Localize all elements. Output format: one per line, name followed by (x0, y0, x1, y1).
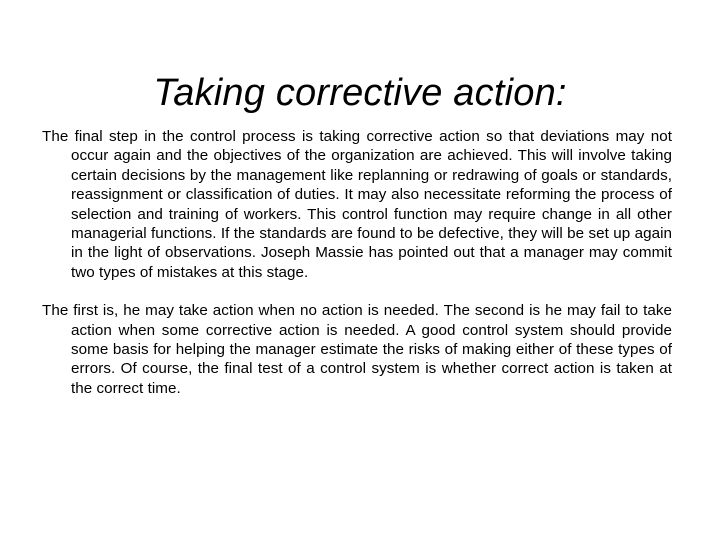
paragraph-types-of-mistakes: The first is, he may take action when no action is needed. The second is he may fail to take action when some corrective action is needed. A good control system should provide some basis for helping the manager estimate the risks of making either of these types of errors. Of course, the final test of a control system is whether correct action is taken at the correct time. (42, 302, 672, 397)
paragraph-corrective-action: The final step in the control process is taking corrective action so that deviations may not occur again and the objectives of the organization are achieved. This will involve taking certain decisions by the management like replanning or redrawing of goals or standards, reassignment or classification of duties. It may also necessitate reforming the process of selection and training of workers. This control function may require change in all other managerial functions. If the standards are found to be defective, they will be set up again in the light of observations. Joseph Massie has pointed out that a manager may commit two types of mistakes at this stage. (42, 128, 672, 281)
slide-title: Taking corrective action: (153, 72, 567, 115)
slide-body (42, 127, 672, 398)
